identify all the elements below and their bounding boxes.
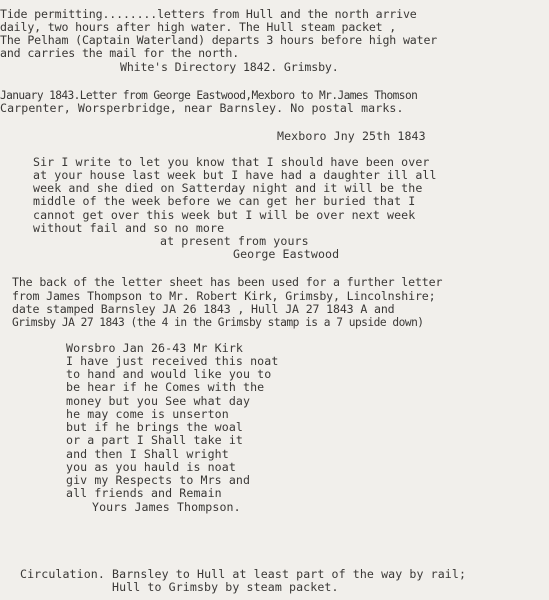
back-note-line-4: Grimsby JA 27 1843 (the 4 in the Grimsby stamp is a 7 upside down): [12, 316, 424, 329]
circulation-line-2: Hull to Grimsby by steam packet.: [112, 580, 339, 594]
letter2-line-8: and then I Shall wright: [66, 447, 229, 461]
intro-line-1: Tide permitting........letters from Hull and the north arrive: [0, 7, 417, 21]
letter1-line-4: middle of the week before we can get her buried that I: [33, 194, 416, 208]
letter2-line-6: but if he brings the woal: [66, 420, 244, 434]
letter1-header-line-1: January 1843.Letter from George Eastwood,Mexboro to Mr.James Thomson: [0, 89, 418, 102]
letter2-signature: Yours James Thompson.: [92, 500, 241, 514]
letter1-header-line-2: Carpenter, Worsperbridge, near Barnsley. No postal marks.: [0, 101, 404, 115]
intro-line-2: daily, two hours after high water. The Hull steam packet ,: [0, 20, 397, 34]
letter2-line-9: you as you hauld is noat: [66, 460, 236, 474]
letter2-line-2: to hand and would like you to: [66, 367, 272, 381]
back-note-line-3: date stamped Barnsley JA 26 1843 , Hull JA 27 1843 A and: [12, 302, 395, 316]
circulation-line-1: Circulation. Barnsley to Hull at least part of the way by rail;: [20, 567, 467, 581]
letter2-line-4: money but you See what day: [66, 394, 251, 408]
letter1-dateline: Mexboro Jny 25th 1843: [277, 129, 426, 143]
letter1-line-3: week and she died on Satterday night and it will be the: [33, 181, 423, 195]
letter1-closing: at present from yours: [160, 234, 309, 248]
letter2-line-1: I have just received this noat: [66, 354, 279, 368]
letter2-line-11: all friends and Remain: [66, 486, 222, 500]
letter1-signature: George Eastwood: [233, 247, 340, 261]
intro-line-4: and carries the mail for the north.: [0, 46, 240, 60]
back-note-line-2: from James Thompson to Mr. Robert Kirk, Grimsby, Lincolnshire;: [12, 289, 436, 303]
letter1-line-2: at your house last week but I have had a daughter ill all: [33, 168, 437, 182]
letter1-line-5: cannot get over this week but I will be over next week: [33, 208, 416, 222]
back-note-line-1: The back of the letter sheet has been used for a further letter: [12, 275, 443, 289]
letter2-line-5: he may come is unserton: [66, 407, 229, 421]
letter1-line-6: without fail and so no more: [33, 221, 225, 235]
letter2-line-10: giv my Respects to Mrs and: [66, 473, 251, 487]
letter2-heading: Worsbro Jan 26-43 Mr Kirk: [66, 341, 244, 355]
letter1-line-1: Sir I write to let you know that I should have been over: [33, 155, 430, 169]
intro-source: White's Directory 1842. Grimsby.: [120, 60, 339, 74]
letter2-line-7: or a part I Shall take it: [66, 433, 244, 447]
letter2-line-3: be hear if he Comes with the: [66, 380, 265, 394]
intro-line-3: The Pelham (Captain Waterland) departs 3 hours before high water: [0, 33, 438, 47]
